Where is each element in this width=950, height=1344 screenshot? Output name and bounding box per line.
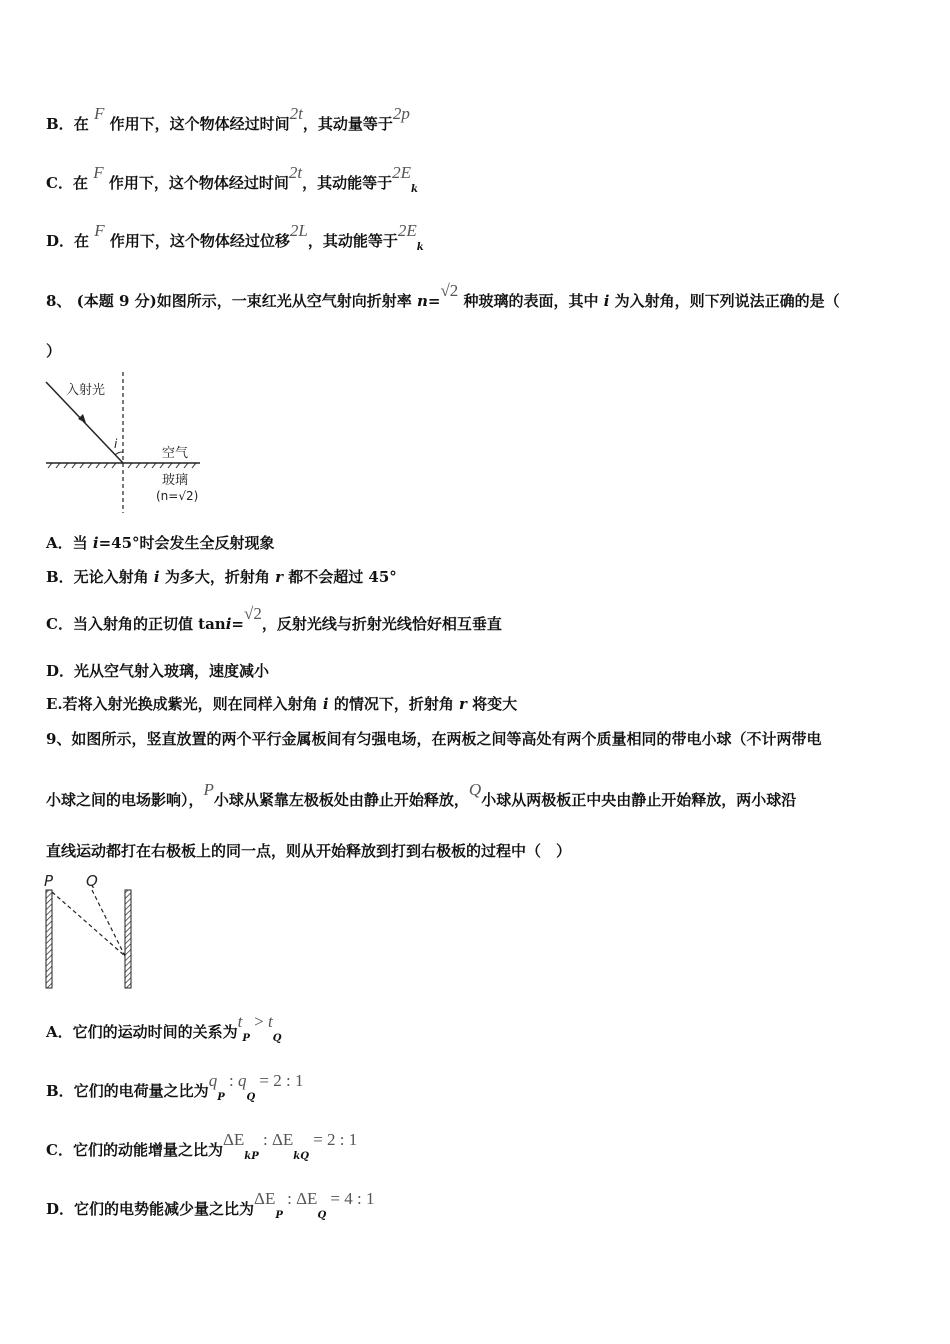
q9-option-b: B．它们的电荷量之比为$q_P$ : $q_Q = 2$ : 1 bbox=[46, 1071, 304, 1103]
left-plate bbox=[46, 890, 52, 988]
q8-option-e: E.若将入射光换成紫光，则在同样入射角 i 的情况下，折射角 r 将变大 bbox=[46, 695, 518, 713]
angle-label: i bbox=[114, 437, 118, 451]
q8-option-d: D．光从空气射入玻璃，速度减小 bbox=[46, 662, 270, 680]
angle-arc bbox=[115, 452, 123, 455]
right-plate bbox=[125, 890, 131, 988]
n-label: (n=√2) bbox=[156, 489, 199, 503]
q9-plates-figure bbox=[40, 870, 140, 995]
q8-stem: 8、 (本题 9 分)如图所示，一束红光从空气射向折射率 n=√2 种玻璃的表面，其中 i 为入射角，则下列说法正确的是（ bbox=[46, 281, 840, 310]
incident-label: 入射光 bbox=[66, 383, 106, 398]
q8-option-a: A．当 i=45°时会发生全反射现象 bbox=[46, 534, 275, 552]
q8-refraction-figure bbox=[40, 370, 210, 515]
q-path bbox=[92, 890, 125, 956]
arrow-icon bbox=[78, 414, 86, 423]
q9-option-d: D．它们的电势能减少量之比为$\Delta E_P$ : $\Delta E_Q = 4$ : 1 bbox=[46, 1189, 375, 1221]
q8-stem-close: ） bbox=[46, 342, 62, 360]
q9-stem-line2: 小球之间的电场影响），P小球从紧靠左极板处由静止开始释放，Q小球从两极板正中央由静止开始释放，两小球沿 bbox=[46, 780, 797, 809]
q8-option-c: C．当入射角的正切值 tani=√2，反射光线与折射光线恰好相互垂直 bbox=[46, 604, 502, 633]
q7-option-c: C．在 F 作用下，这个物体经过时间2t，其动能等于$2E_k$ bbox=[46, 163, 418, 195]
q9-option-c: C．它们的动能增量之比为$\Delta E_{kP}$ : $\Delta E_{kQ} = 2$ : 1 bbox=[46, 1130, 358, 1162]
q7-option-b: B．在 F 作用下，这个物体经过时间2t，其动量等于2p bbox=[46, 104, 410, 133]
q8-option-b: B．无论入射角 i 为多大，折射角 r 都不会超过 45° bbox=[46, 568, 397, 586]
p-path bbox=[52, 892, 125, 956]
q9-option-a: A．它们的运动时间的关系为$t_P > t_Q$ bbox=[46, 1012, 282, 1044]
air-label: 空气 bbox=[162, 446, 189, 461]
glass-label: 玻璃 bbox=[162, 473, 189, 488]
q9-stem-line3: 直线运动都打在右极板上的同一点，则从开始释放到打到右极板的过程中（ ） bbox=[46, 842, 572, 860]
p-label: P bbox=[44, 872, 54, 890]
q7-option-d: D．在 F 作用下，这个物体经过位移2L，其动能等于$2E_k$ bbox=[46, 221, 424, 253]
q9-stem-line1: 9、如图所示，竖直放置的两个平行金属板间有匀强电场，在两板之间等高处有两个质量相同的带电小球（不计两带电 bbox=[46, 730, 822, 748]
q-label: Q bbox=[86, 872, 98, 890]
